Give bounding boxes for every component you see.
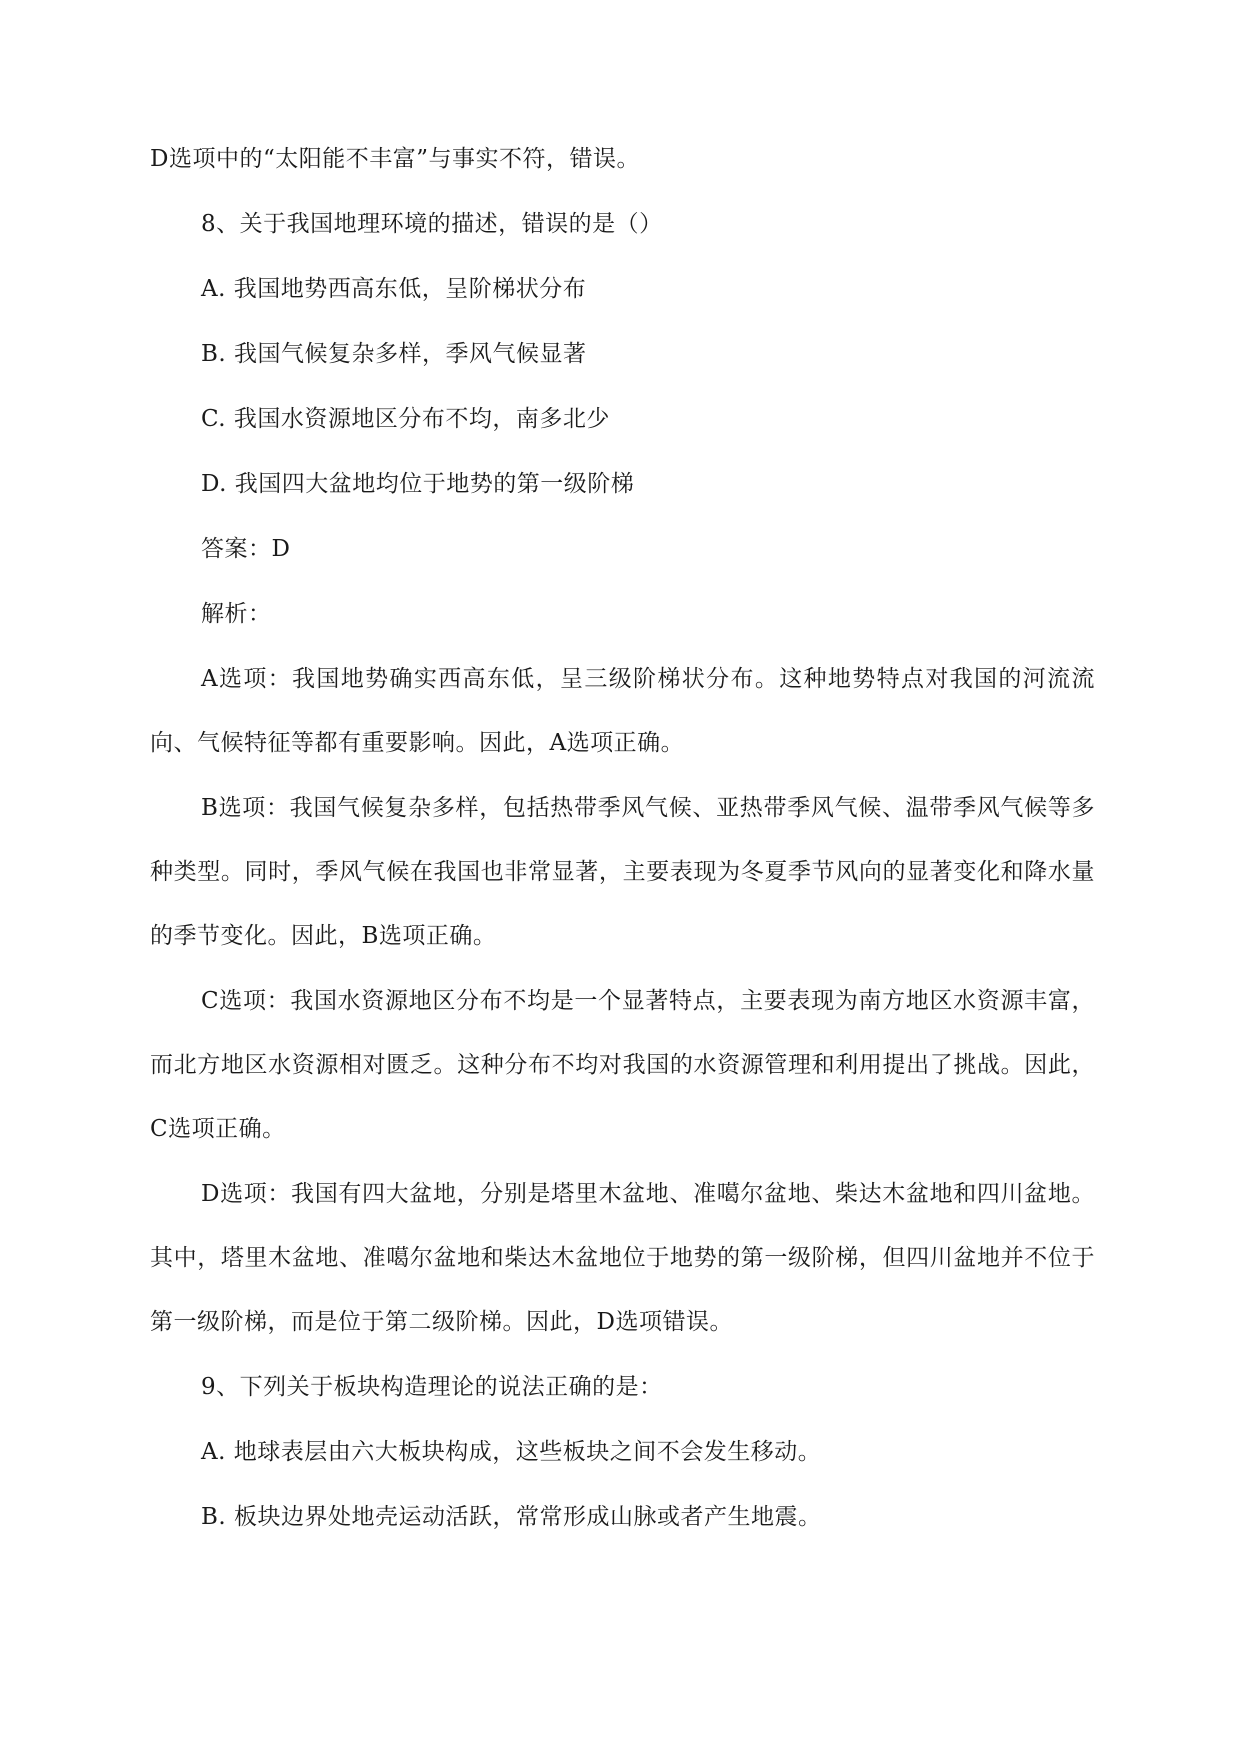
question-9-option-b: B. 板块边界处地壳运动活跃，常常形成山脉或者产生地震。 [201,1504,822,1530]
analysis-option-d: D选项：我国有四大盆地，分别是塔里木盆地、准噶尔盆地、柴达木盆地和四川盆地。其中，塔里木盆地、准噶尔盆地和柴达木盆地位于地势的第一级阶梯，但四川盆地并不位于第一级阶梯，而是位于第二级阶梯。因此，D选项错误。 [150,1181,1095,1335]
question-8-analysis-heading: 解析： [201,601,272,627]
question-9-option-a: A. 地球表层由六大板块构成，这些板块之间不会发生移动。 [201,1439,822,1465]
analysis-option-a: A选项：我国地势确实西高东低，呈三级阶梯状分布。这种地势特点对我国的河流流向、气候特征等都有重要影响。因此，A选项正确。 [150,666,1095,756]
question-8-option-d: D. 我国四大盆地均位于地势的第一级阶梯 [201,471,635,497]
question-9-stem: 9、下列关于板块构造理论的说法正确的是： [201,1374,663,1400]
analysis-option-b: B选项：我国气候复杂多样，包括热带季风气候、亚热带季风气候、温带季风气候等多种类型。同时，季风气候在我国也非常显著，主要表现为冬夏季节风向的显著变化和降水量的季节变化。因此，B选项正确。 [150,795,1095,949]
analysis-option-c: C选项：我国水资源地区分布不均是一个显著特点，主要表现为南方地区水资源丰富，而北方地区水资源相对匮乏。这种分布不均对我国的水资源管理和利用提出了挑战。因此，C选项正确。 [150,988,1095,1142]
question-8-stem: 8、关于我国地理环境的描述，错误的是（） [201,211,663,237]
question-8-option-a: A. 我国地势西高东低，呈阶梯状分布 [201,276,587,302]
question-8-option-c: C. 我国水资源地区分布不均，南多北少 [201,406,610,432]
question-8-answer: 答案：D [201,536,291,562]
question-8-option-b: B. 我国气候复杂多样，季风气候显著 [201,341,587,367]
document-body [150,143,1095,1566]
paragraph-prev-conclusion: D选项中的“太阳能不丰富”与事实不符，错误。 [150,146,640,172]
